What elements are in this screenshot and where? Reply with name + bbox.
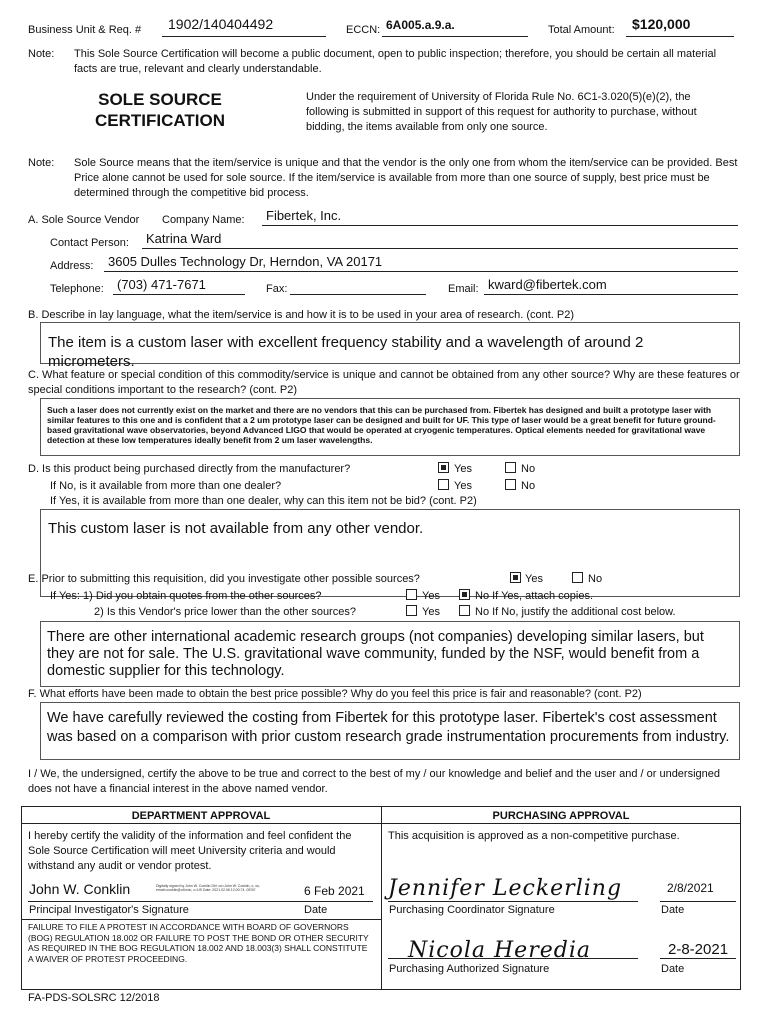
- approval-divider: [381, 806, 382, 990]
- pi-date-field[interactable]: 6 Feb 2021: [304, 884, 365, 898]
- d-dealer-no-label: No: [521, 480, 536, 492]
- address-label: Address:: [50, 260, 94, 272]
- dept-section-line: [21, 919, 381, 920]
- company-name-field[interactable]: Fibertek, Inc.: [266, 208, 342, 223]
- business-unit-field[interactable]: 1902/140404492: [168, 16, 274, 32]
- authorized-date-label: Date: [661, 963, 685, 975]
- note2-label: Note:: [28, 157, 55, 169]
- section-e-q1: E. Prior to submitting this requisition, did you investigate other possible sources?: [28, 573, 420, 585]
- form-title-line1: SOLE SOURCE: [98, 90, 222, 109]
- section-f-question: F. What efforts have been made to obtain the best price possible? Why do you feel this price is fair and reasonable? (cont. P2): [28, 688, 642, 700]
- contact-person-label: Contact Person:: [50, 237, 129, 249]
- section-b-answer-box[interactable]: [40, 322, 740, 370]
- coordinator-signature-label: Purchasing Coordinator Signature: [389, 904, 555, 916]
- company-name-label: Company Name:: [162, 214, 245, 226]
- protest-notice: FAILURE TO FILE A PROTEST IN ACCORDANCE WITH BOARD OF GOVERNORS (BOG) REGULATION 18.002 OR FAILURE TO POST THE BOND OR OTHER SECURITY AS REQUIRED IN THE BOG REGULATION 18.002 AND 18.003(3) SHALL CONSTITUTE A WAIVER OF PROTEST PROCEEDING.: [28, 922, 369, 964]
- authorized-date-line: [660, 944, 736, 959]
- d-dealer-yes-label: Yes: [454, 480, 472, 492]
- e-quotes-no-label: No If Yes, attach copies.: [475, 590, 594, 602]
- e-lower-no-checkbox[interactable]: [459, 605, 470, 616]
- coordinator-date-label: Date: [661, 904, 685, 916]
- section-d-q3: If Yes, it is available from more than one dealer, why can this item not be bid? (cont. P2): [50, 495, 477, 507]
- pi-digital-signature-name[interactable]: John W. Conklin: [29, 881, 131, 897]
- section-e-answer-box[interactable]: [40, 621, 740, 687]
- authorized-signature[interactable]: Nicola Heredia: [408, 938, 591, 963]
- section-d-q2: If No, is it available from more than one dealer?: [50, 480, 282, 492]
- fax-underline: [290, 279, 426, 295]
- section-c-answer-box[interactable]: [40, 398, 740, 456]
- note1-label: Note:: [28, 48, 55, 60]
- dept-approval-header: DEPARTMENT APPROVAL: [131, 810, 271, 822]
- total-amount-label: Total Amount:: [548, 24, 615, 36]
- fax-label: Fax:: [266, 283, 288, 295]
- section-c-question: C. What feature or special condition of this commodity/service is unique and cannot be obtained from any other source? Why are these features or special conditions important to the research? (cont. P2): [28, 369, 740, 396]
- e-quotes-no-checkbox[interactable]: [459, 589, 470, 600]
- e-lower-yes-checkbox[interactable]: [406, 605, 417, 616]
- e-quotes-yes-checkbox[interactable]: [406, 589, 417, 600]
- email-field[interactable]: kward@fibertek.com: [488, 277, 607, 292]
- form-title: [60, 89, 260, 131]
- section-e-q2: If Yes: 1) Did you obtain quotes from the other sources?: [50, 590, 322, 602]
- pi-signature-line: [28, 888, 373, 902]
- coordinator-date-field[interactable]: 2/8/2021: [667, 881, 714, 895]
- email-label: Email:: [448, 283, 479, 295]
- contact-person-field[interactable]: Katrina Ward: [146, 231, 222, 246]
- section-f-answer-box[interactable]: [40, 702, 740, 760]
- d-direct-yes-checkbox[interactable]: [438, 462, 449, 473]
- telephone-label: Telephone:: [50, 283, 104, 295]
- section-f-answer: We have carefully reviewed the costing from Fibertek for this prototype laser. Fibertek's cost assessment was based on a comparison with prior custom research grade instrumentation procurements from industry.: [47, 710, 730, 745]
- d-direct-no-label: No: [521, 463, 536, 475]
- note1-text: This Sole Source Certification will become a public document, open to public inspection; therefore, you should be certain all material facts are true, relevant and clearly understandable.: [74, 48, 717, 75]
- requirement-text: Under the requirement of University of Florida Rule No. 6C1-3.020(5)(e)(2), the following is submitted in support of this request for authority to purchase, without bidding, the items available from only one source.: [306, 91, 697, 133]
- e-investigate-yes-label: Yes: [525, 573, 543, 585]
- e-investigate-yes-checkbox[interactable]: [510, 572, 521, 583]
- business-unit-label: Business Unit & Req. #: [28, 24, 142, 36]
- authorized-signature-label: Purchasing Authorized Signature: [389, 963, 550, 975]
- eccn-label: ECCN:: [346, 24, 381, 36]
- dept-certify-text: I hereby certify the validity of the information and feel confident the Sole Source Certification will meet University criteria and would withstand any audit or vendor protest.: [28, 830, 352, 872]
- section-b-answer: The item is a custom laser with excellent frequency stability and a wavelength of around 2 micrometers.: [48, 334, 644, 370]
- coordinator-date-line: [660, 888, 736, 902]
- vendor-section-label: A. Sole Source Vendor: [28, 214, 140, 226]
- certification-text: I / We, the undersigned, certify the above to be true and correct to the best of my / our knowledge and belief and the user and / or undersigned does not have a financial interest in the above named vendor.: [28, 768, 721, 795]
- eccn-field[interactable]: 6A005.a.9.a.: [386, 18, 455, 32]
- form-title-line2: CERTIFICATION: [94, 111, 225, 130]
- authorized-signature-line: [388, 944, 638, 959]
- section-b-question: B. Describe in lay language, what the item/service is and how it is to be used in your area of research. (cont. P2): [28, 309, 574, 321]
- note2-text: Sole Source means that the item/service is unique and that the vendor is the only one from whom the item/service can be provided. Best Price alone cannot be used for sole source. If the item/service is available from more than one source of supply, best price must be determined through the competitive bid process.: [74, 157, 738, 199]
- coordinator-signature-line: [388, 888, 638, 902]
- e-lower-no-label: No If No, justify the additional cost below.: [475, 606, 676, 618]
- d-dealer-yes-checkbox[interactable]: [438, 479, 449, 490]
- section-d-q1: D. Is this product being purchased directly from the manufacturer?: [28, 463, 351, 475]
- section-c-answer: Such a laser does not currently exist on the market and there are no vendors that this can be purchased from. Fibertek has designed and built a prototype laser with similar features to this one and is confident that a 2 um prototype laser can be designed and built for UF. This type of laser would be a great benefit for future ground-based gravitational wave observatories, beyond Advanced LIGO that would be operated at cryogenic temperatures. Optical elements needed for gravitational wave detection at these low temperatures ideally benefit from 2 um laser wavelengths.: [47, 405, 716, 445]
- coordinator-signature[interactable]: Jennifer Leckerling: [388, 876, 623, 901]
- section-d-answer: This custom laser is not available from any other vendor.: [48, 520, 424, 537]
- form-id: FA-PDS-SOLSRC 12/2018: [28, 992, 160, 1004]
- pi-date-label: Date: [304, 904, 328, 916]
- e-investigate-no-checkbox[interactable]: [572, 572, 583, 583]
- d-dealer-no-checkbox[interactable]: [505, 479, 516, 490]
- d-direct-yes-label: Yes: [454, 463, 472, 475]
- authorized-date-field[interactable]: 2-8-2021: [668, 941, 729, 958]
- address-field[interactable]: 3605 Dulles Technology Dr, Herndon, VA 20171: [108, 254, 383, 269]
- e-lower-yes-label: Yes: [422, 606, 440, 618]
- e-quotes-yes-label: Yes: [422, 590, 440, 602]
- total-amount-field[interactable]: $120,000: [632, 16, 691, 32]
- telephone-field[interactable]: (703) 471-7671: [117, 277, 206, 292]
- purch-approval-header: PURCHASING APPROVAL: [492, 810, 630, 822]
- d-direct-no-checkbox[interactable]: [505, 462, 516, 473]
- pi-digital-signature-details: Digitally signed by John W. Conklin DN: cn=John W. Conklin, o, ou, email=conklin@ufl.edu, c=US Date: 2021.02.06 12:00:74 -05'00': [156, 884, 261, 892]
- purch-approve-text: This acquisition is approved as a non-competitive purchase.: [388, 830, 680, 842]
- pi-signature-label: Principal Investigator's Signature: [29, 904, 189, 916]
- contact-underline: [142, 233, 738, 249]
- section-e-answer: There are other international academic research groups (not companies) developing similar lasers, but they are not for sale. The U.S. gravitational wave community, funded by the NSF, would benefit from a domestic supplier for this technology.: [47, 629, 704, 679]
- section-e-q3: 2) Is this Vendor's price lower than the other sources?: [94, 606, 356, 618]
- e-investigate-no-label: No: [588, 573, 603, 585]
